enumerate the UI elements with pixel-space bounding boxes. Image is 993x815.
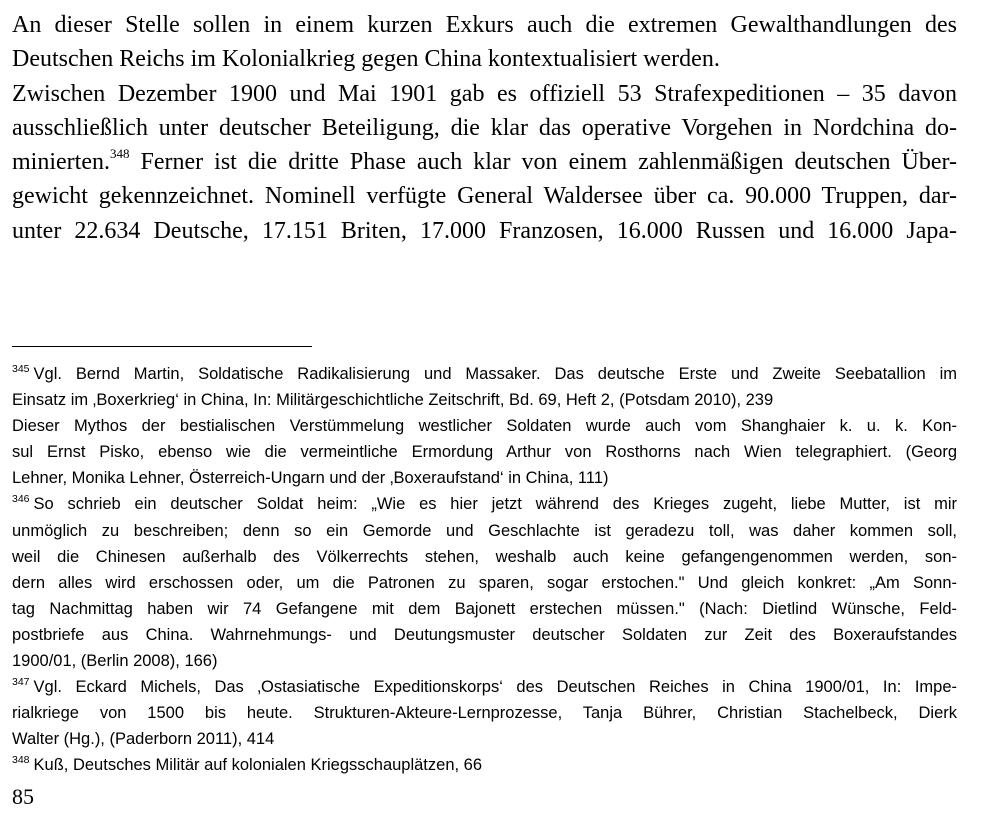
footnote-345: [12, 361, 957, 491]
footnote-line: 1900/01, (Berlin 2008), 166): [12, 652, 218, 671]
footnote-line: Einsatz im ‚Boxerkrieg‘ in China, In: Militärgeschichtliche Zeitschrift, Bd. 69, Heft 2, (Potsdam 2010), 239: [12, 391, 774, 410]
footnote-line: postbriefe aus China. Wahrnehmungs- und Deutungsmuster deutscher Soldaten zur Zeit des Boxeraufstandes: [12, 625, 957, 644]
footnote-text: Kuß, Deutsches Militär auf kolonialen Kriegsschauplätzen, 66: [33, 756, 483, 775]
footnote-line: rialkriege von 1500 bis heute. Strukturen-Akteure-Lernprozesse, Tanja Bührer, Christian Stachelbeck, Dierk: [12, 704, 957, 723]
footnote-text: So schrieb ein deutscher Soldat heim: „Wie es hier jetzt während des Krieges zugeht, liebe Mutter, ist mir: [33, 495, 957, 514]
footnote-346: [12, 491, 957, 674]
footnote-line: sul Ernst Pisko, ebenso wie die vermeintliche Ermordung Arthur von Rosthorns nach Wien telegraphiert. (Georg: [12, 443, 957, 462]
body-line-with-footnote: [12, 145, 957, 179]
footnote-text: Vgl. Eckard Michels, Das ‚Ostasiatische Expeditionskorps‘ des Deutschen Reiches in China 1900/01, In: Impe-: [33, 678, 957, 697]
footnote-line: Dieser Mythos der bestialischen Verstümmelung westlicher Soldaten wurde auch vom Shanghaier k. u. k. Kon-: [12, 417, 957, 436]
footnote-348: [12, 752, 957, 778]
footnote-marker: 345: [12, 363, 30, 375]
footnote-reference-348[interactable]: 348: [109, 146, 130, 162]
page-number: 85: [12, 784, 34, 809]
footnote-line: unmöglich zu beschreiben; denn so ein Gemorde und Geschlachte ist geradezu toll, was daher kommen soll,: [12, 521, 957, 540]
footnote-347: [12, 674, 957, 752]
document-page: [12, 0, 957, 815]
body-text: [12, 8, 957, 248]
body-text-segment: Ferner ist die dritte Phase auch klar von einem zahlenmäßigen deutschen Über-: [140, 149, 958, 176]
body-text-segment: minierten.: [12, 149, 110, 176]
footnote-line: [12, 361, 957, 387]
footnote-separator: [12, 346, 312, 347]
footnote-line: weil die Chinesen außerhalb des Völkerrechts stehen, weshalb auch keine gefangengenommen werden, son-: [12, 547, 957, 566]
footnote-marker: 346: [12, 493, 30, 506]
footnote-line: Walter (Hg.), (Paderborn 2011), 414: [12, 730, 275, 749]
body-line: unter 22.634 Deutsche, 17.151 Briten, 17.000 Franzosen, 16.000 Russen und 16.000 Japa-: [12, 217, 957, 244]
body-line: Zwischen Dezember 1900 und Mai 1901 gab es offiziell 53 Strafexpeditionen – 35 davon: [12, 80, 957, 107]
footnote-marker: 347: [12, 676, 30, 689]
footnote-line: [12, 674, 957, 700]
body-line: ausschließlich unter deutscher Beteiligung, die klar das operative Vorgehen in Nordchina do-: [12, 114, 957, 141]
footnotes: [12, 361, 957, 779]
body-line: gewicht gekennzeichnet. Nominell verfügte General Waldersee über ca. 90.000 Truppen, dar-: [12, 183, 957, 210]
footnote-text: Vgl. Bernd Martin, Soldatische Radikalisierung und Massaker. Das deutsche Erste und Zweite Seebatallion im: [33, 365, 957, 383]
footnote-line: [12, 491, 957, 517]
footnote-line: tag Nachmittag haben wir 74 Gefangene mit dem Bajonett erstechen müssen." (Nach: Dietlind Wünsche, Feld-: [12, 599, 957, 618]
body-line: An dieser Stelle sollen in einem kurzen Exkurs auch die extremen Gewalthandlungen des: [12, 12, 957, 38]
footnote-line: dern alles wird erschossen oder, um die Patronen zu sparen, sogar erstochen." Und gleich konkret: „Am Sonn-: [12, 573, 957, 592]
footnote-line: [12, 752, 957, 778]
body-line: Deutschen Reichs im Kolonialkrieg gegen China kontextualisiert werden.: [12, 46, 720, 73]
footnote-line: Lehner, Monika Lehner, Österreich-Ungarn und der ‚Boxeraufstand‘ in China, 111): [12, 469, 609, 488]
footnote-marker: 348: [12, 754, 30, 767]
